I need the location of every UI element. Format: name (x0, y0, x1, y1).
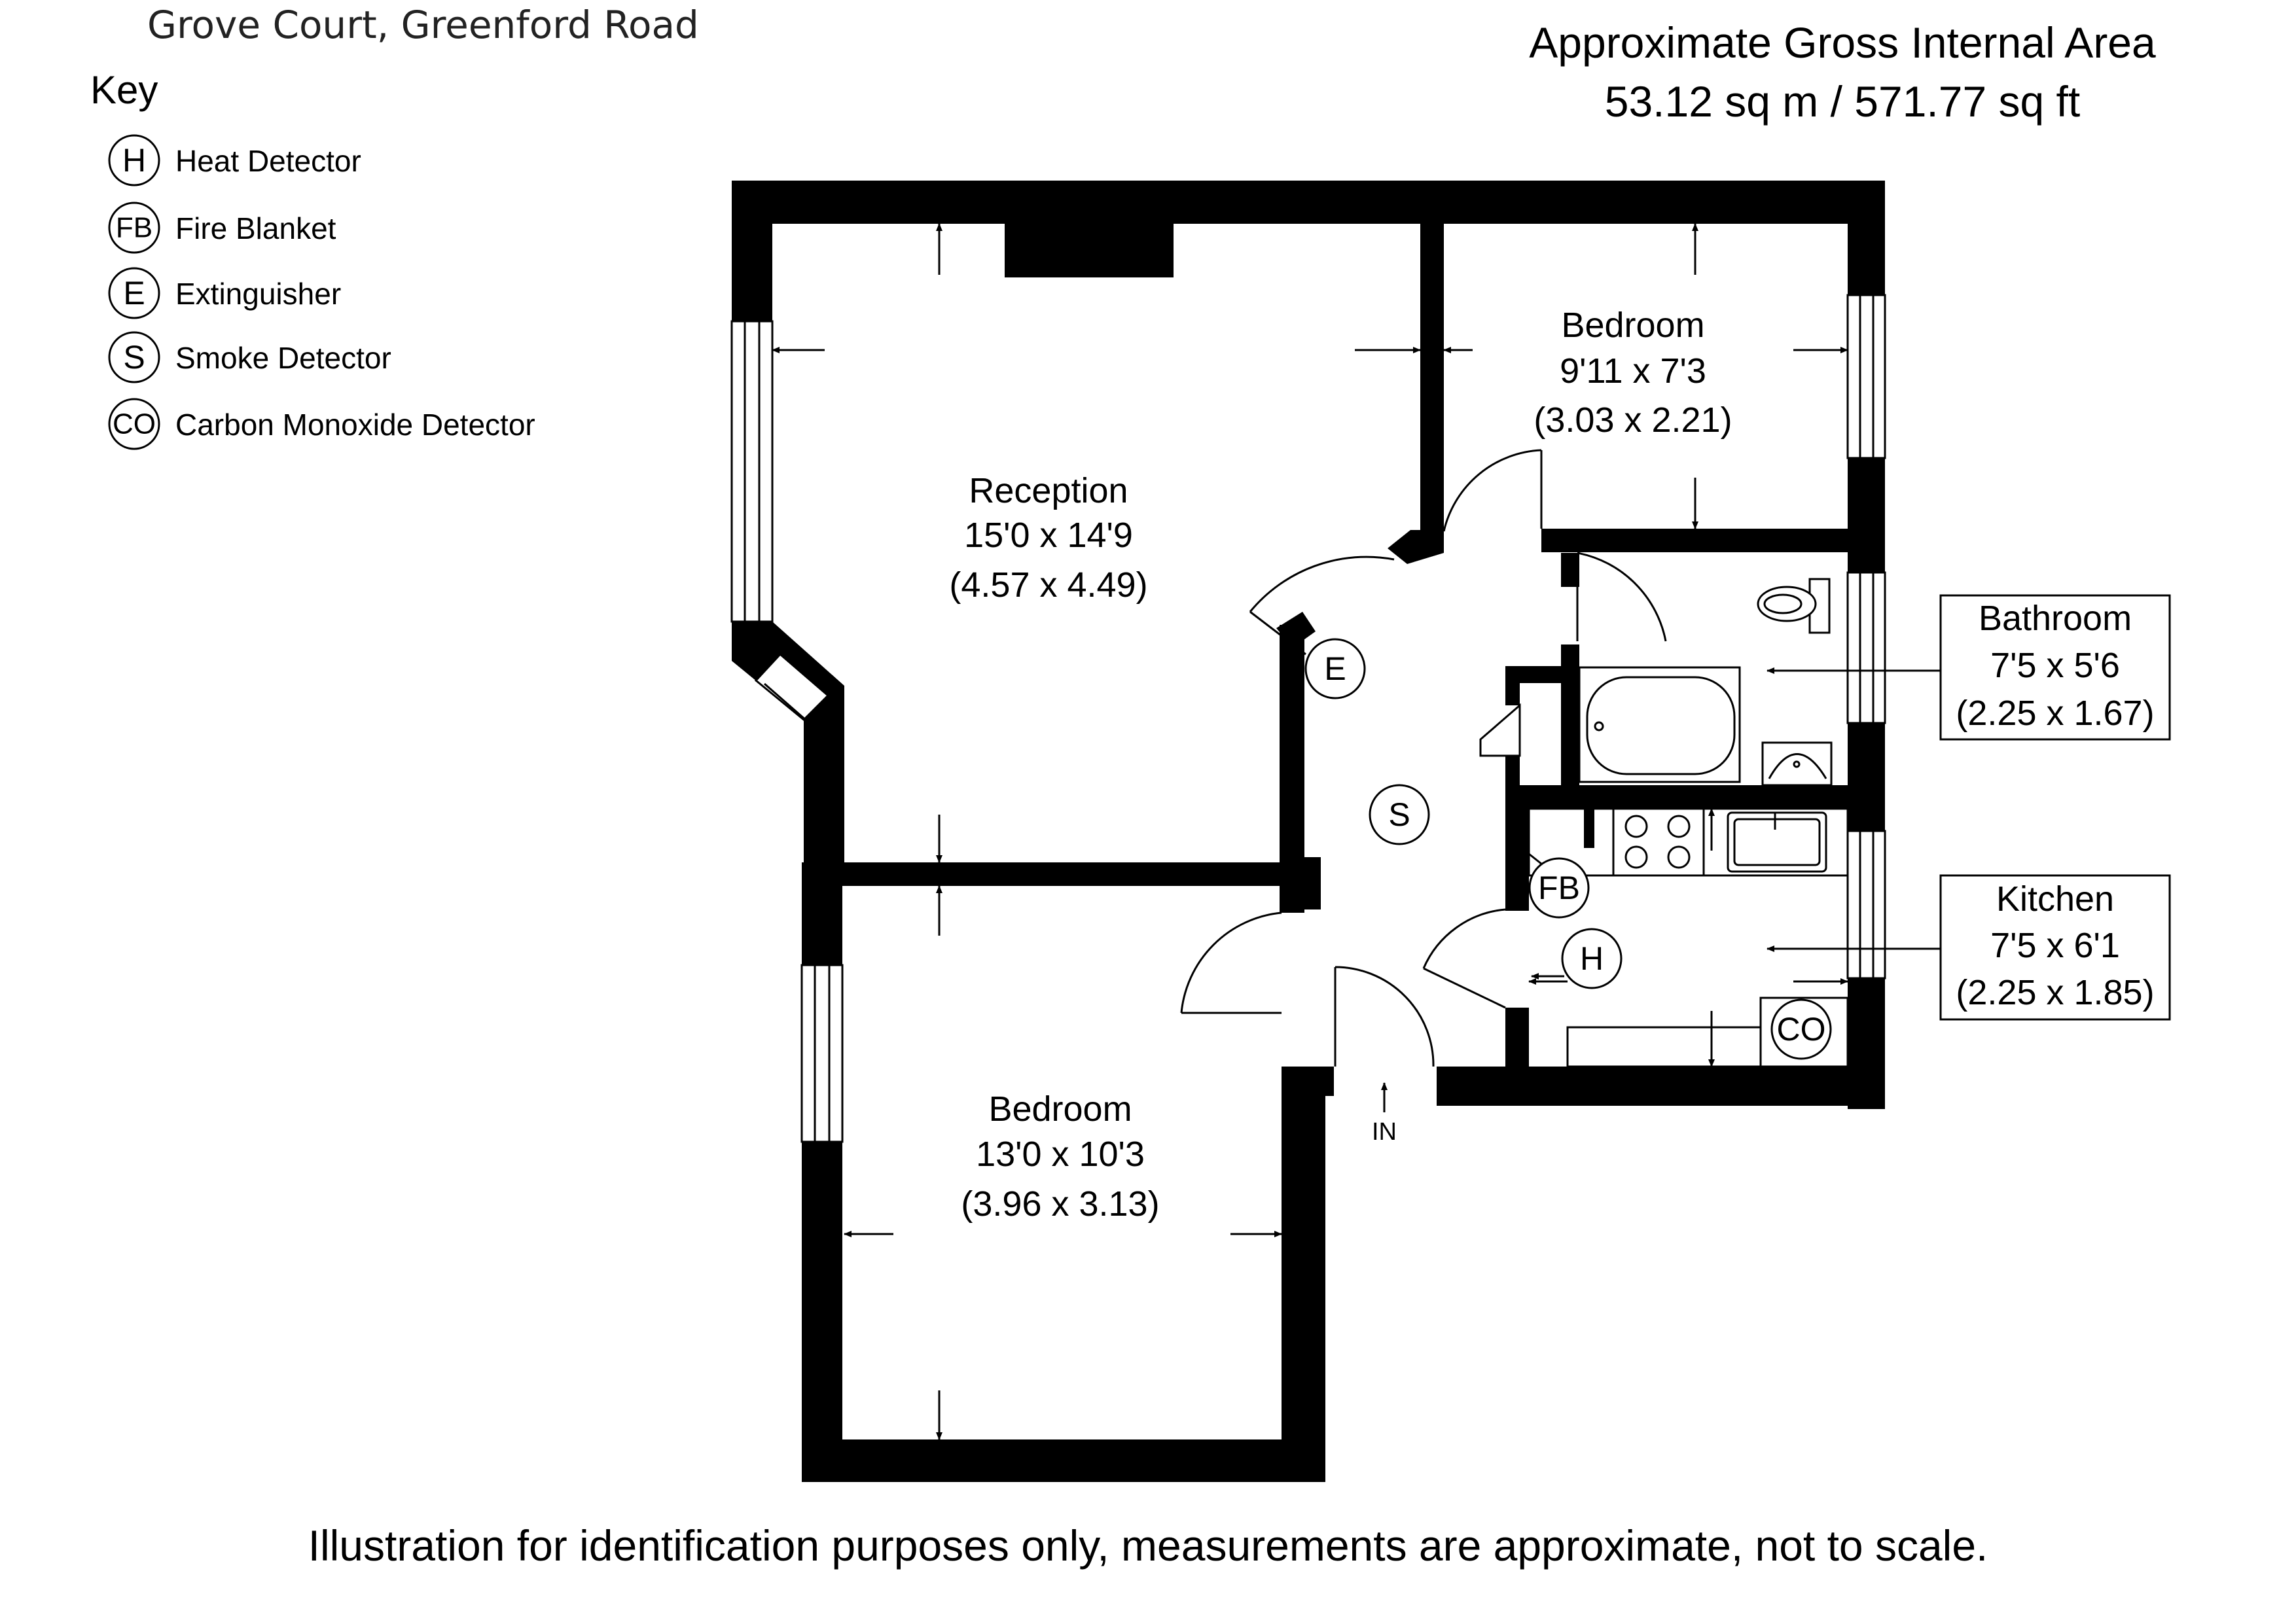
key-symbol: E (123, 275, 145, 311)
room-dimensions-imperial: 9'11 x 7'3 (1560, 351, 1706, 391)
room-bedroom-large (961, 1089, 1159, 1224)
room-dimensions-imperial: 7'5 x 5'6 (1990, 646, 2120, 685)
room-dimensions-imperial: 7'5 x 6'1 (1990, 926, 2120, 965)
room-name: Bedroom (1561, 306, 1705, 345)
area-title: Approximate Gross Internal Area (1529, 18, 2156, 67)
room-dimensions-metric: (2.25 x 1.67) (1956, 694, 2155, 733)
symbol-label: H (1579, 940, 1604, 977)
key-label: Carbon Monoxide Detector (175, 408, 535, 442)
area-value: 53.12 sq m / 571.77 sq ft (1604, 77, 2081, 126)
room-reception (949, 471, 1147, 605)
key-item-heat (109, 135, 361, 185)
key-heading: Key (90, 68, 158, 112)
symbol-label: S (1388, 796, 1410, 833)
room-name: Bathroom (1978, 599, 2132, 638)
disclaimer: Illustration for identification purposes only, measurements are approximate, not to scale. (308, 1521, 1988, 1570)
room-bedroom-small (1534, 306, 1732, 440)
plan-extinguisher (1306, 639, 1365, 698)
key-symbol: H (122, 142, 147, 179)
room-name: Kitchen (1996, 879, 2115, 919)
room-kitchen (1941, 875, 2170, 1019)
key-label: Fire Blanket (175, 211, 336, 245)
room-dimensions-imperial: 13'0 x 10'3 (976, 1135, 1145, 1174)
room-dimensions-imperial: 15'0 x 14'9 (964, 516, 1133, 555)
key-item-fire-blanket (109, 203, 336, 253)
plan-smoke-detector (1370, 785, 1429, 844)
symbol-label: FB (1538, 870, 1580, 906)
key-symbol: CO (113, 408, 156, 440)
property-address: Grove Court, Greenford Road (147, 3, 699, 47)
room-dimensions-metric: (2.25 x 1.85) (1956, 973, 2155, 1012)
symbol-label: CO (1776, 1011, 1826, 1048)
key-label: Smoke Detector (175, 341, 391, 375)
symbol-label: E (1324, 650, 1346, 687)
entrance-label: IN (1372, 1118, 1397, 1146)
room-dimensions-metric: (3.96 x 3.13) (961, 1184, 1160, 1224)
key-item-carbon-monoxide (109, 399, 535, 449)
room-name: Reception (969, 471, 1128, 510)
sink-icon (1728, 813, 1826, 872)
plan-carbon-monoxide (1772, 1000, 1831, 1059)
room-dimensions-metric: (3.03 x 2.21) (1534, 400, 1732, 440)
key-item-extinguisher (109, 268, 341, 318)
key-item-smoke (109, 332, 391, 382)
toilet-icon (1758, 579, 1829, 633)
bathroom-fixtures (1579, 579, 1831, 785)
hob-icon (1613, 809, 1704, 875)
plan-heat-detector (1532, 929, 1621, 988)
entrance-marker (1372, 1083, 1397, 1146)
key-label: Heat Detector (175, 144, 361, 178)
plan-fire-blanket (1529, 854, 1588, 917)
room-name: Bedroom (988, 1089, 1132, 1129)
basin-icon (1763, 743, 1831, 785)
key-symbol: S (123, 339, 145, 376)
room-dimensions-metric: (4.57 x 4.49) (949, 565, 1148, 605)
key-label: Extinguisher (175, 277, 342, 311)
key-symbol: FB (115, 211, 153, 244)
room-bathroom (1941, 595, 2170, 739)
